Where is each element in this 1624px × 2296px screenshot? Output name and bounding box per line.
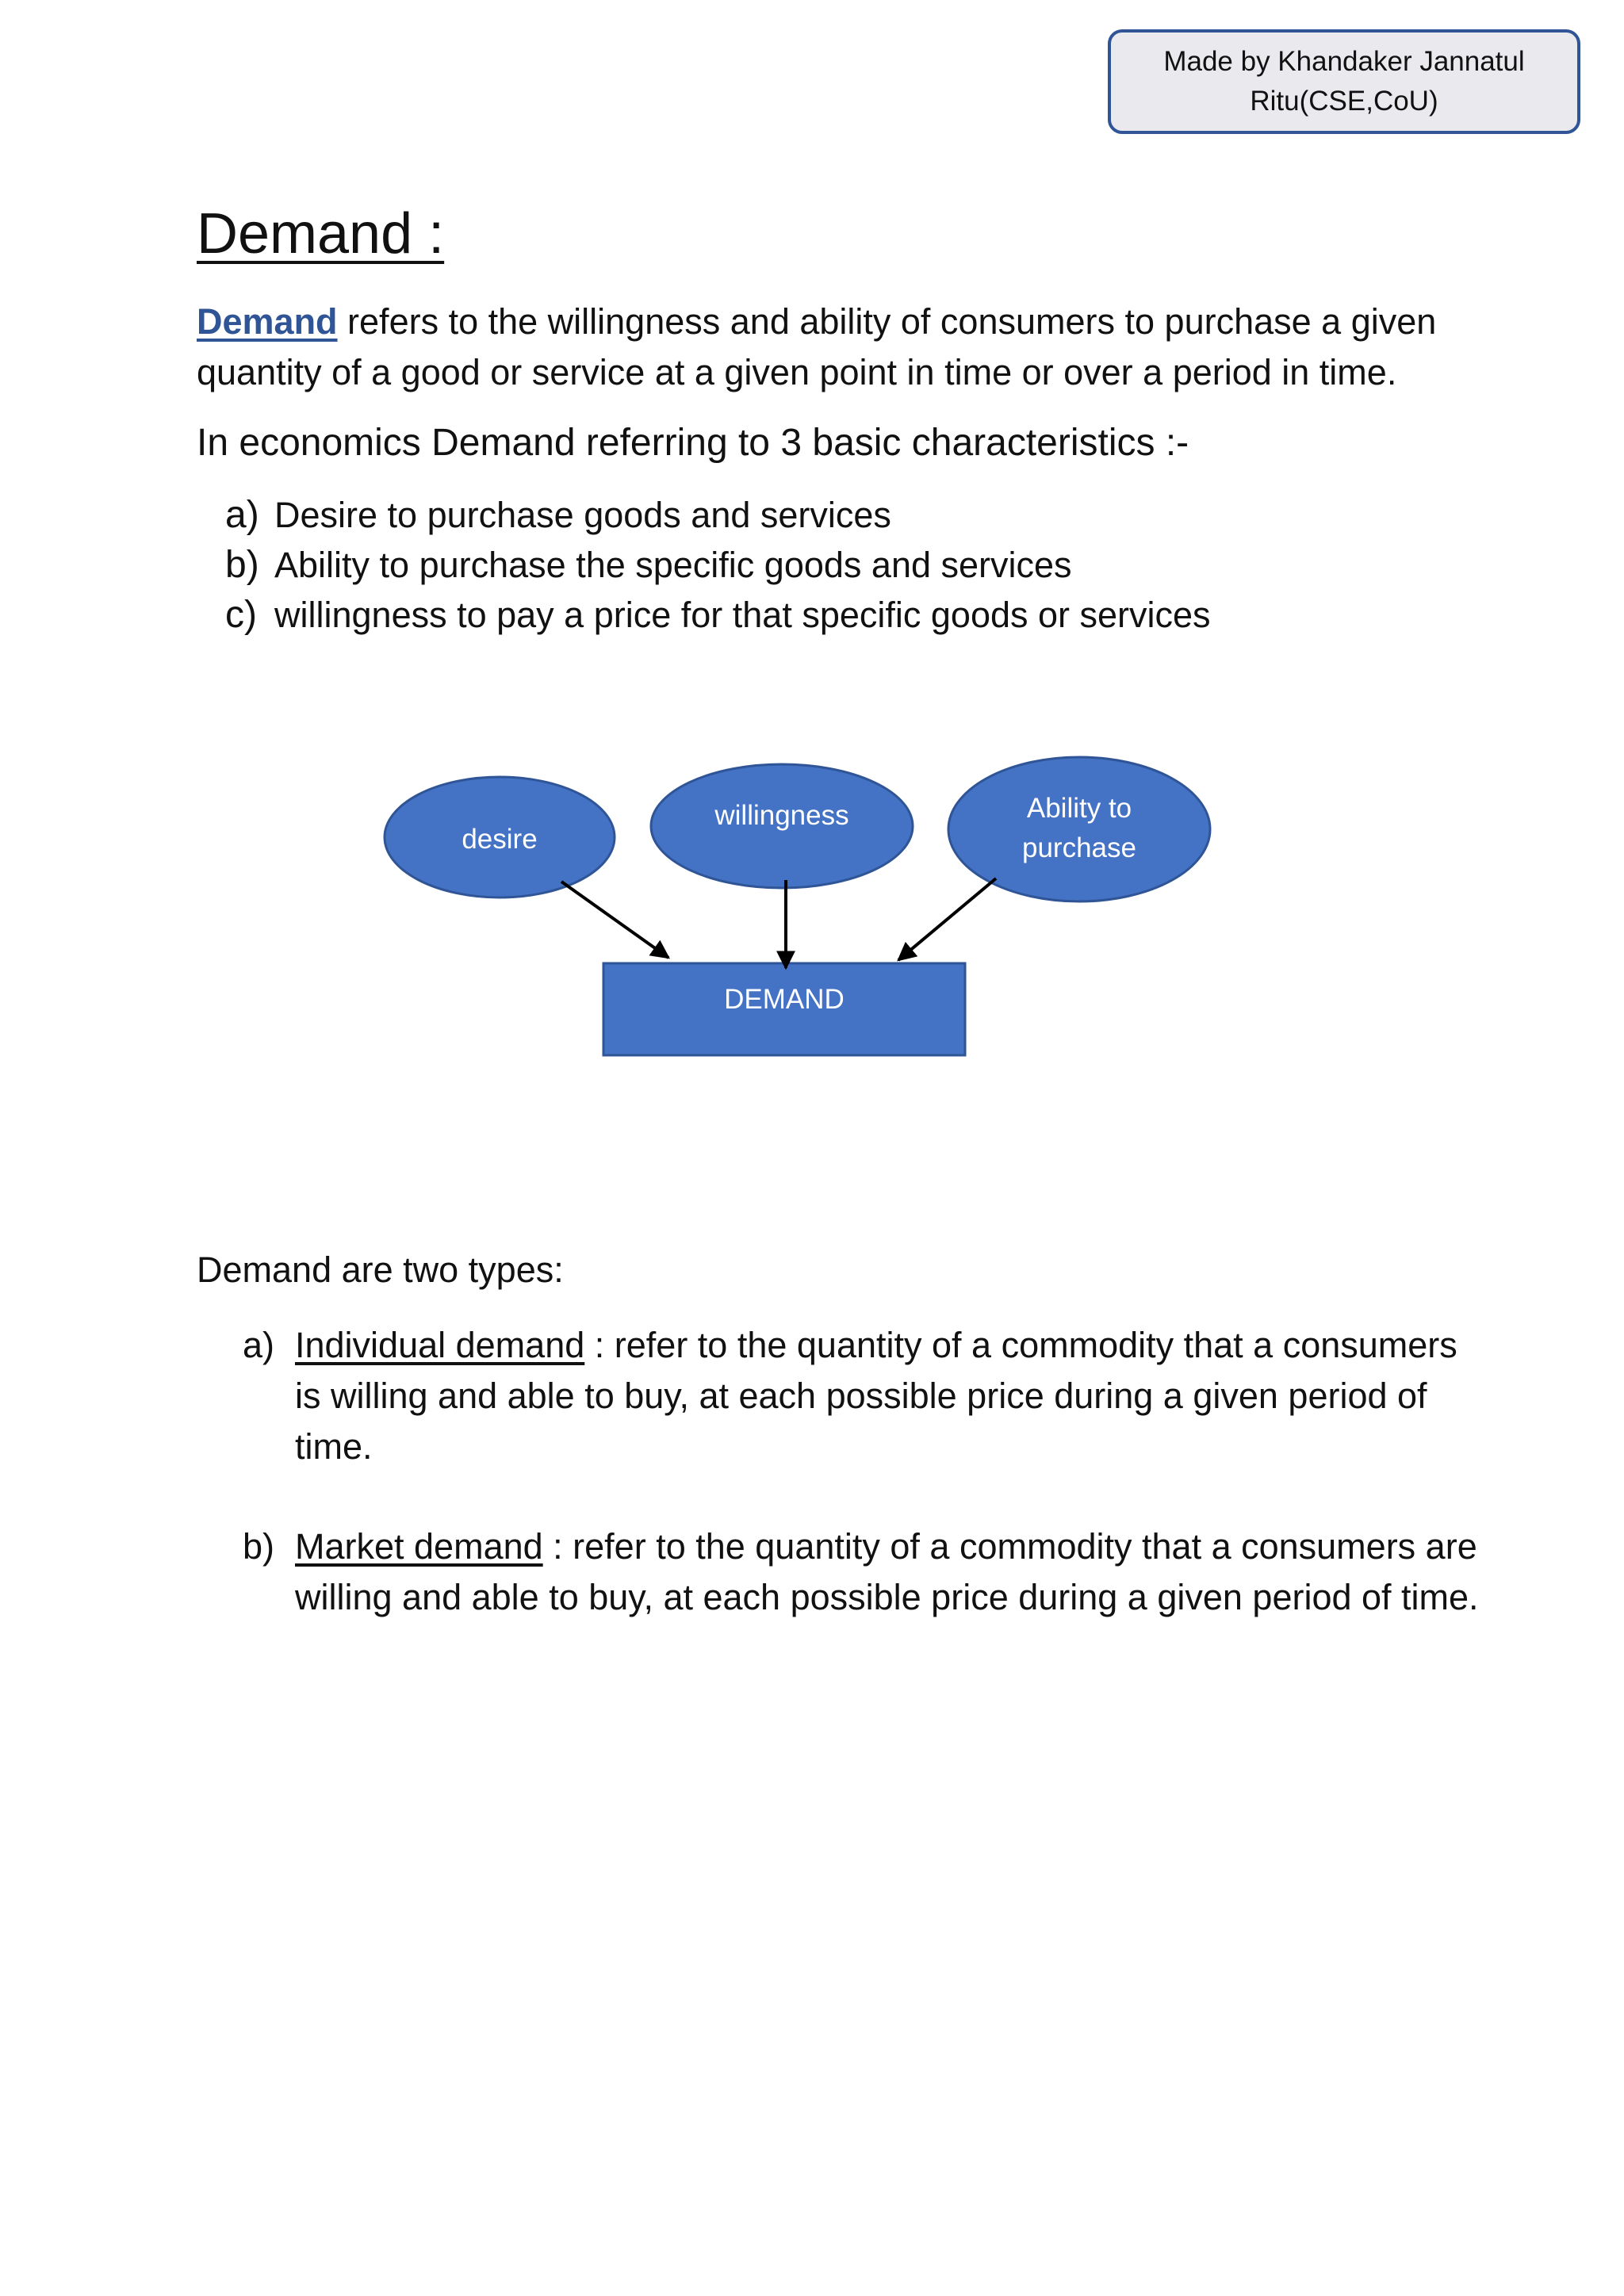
demand-node-label: DEMAND <box>724 984 845 1015</box>
market-demand-term: Market demand <box>295 1526 543 1567</box>
list-marker: b) <box>243 1526 275 1567</box>
credit-line-2: Ritu(CSE,CoU) <box>1250 86 1438 117</box>
ability-label-line-2: purchase <box>1022 832 1136 863</box>
individual-demand-text: : refer to the quantity of a commodity that a consumers is willing and able to buy, at each possible price during a given period of time. <box>295 1325 1457 1467</box>
ability-label-line-1: Ability to <box>1026 793 1132 824</box>
list-marker: b) <box>225 544 259 586</box>
willingness-label: willingness <box>714 800 849 831</box>
demand-types-list <box>243 1320 1480 1472</box>
ability-to-demand-arrow <box>898 878 996 960</box>
demand-types-list <box>243 1521 1480 1623</box>
demand-keyword-link[interactable]: Demand <box>197 301 338 342</box>
list-item <box>243 1320 1480 1472</box>
ability-node <box>948 757 1210 901</box>
list-item-text: willingness to pay a price for that specific goods or services <box>274 595 1211 635</box>
page-title: Demand : <box>197 202 445 266</box>
desire-to-demand-arrow <box>561 882 668 958</box>
list-item-text: Desire to purchase goods and services <box>274 495 891 535</box>
market-demand-text: : refer to the quantity of a commodity that a consumers are willing and able to buy, at each possible price during a given period of time. <box>295 1526 1479 1617</box>
list-marker: a) <box>225 494 259 536</box>
list-marker: a) <box>243 1325 275 1365</box>
list-item-text: Ability to purchase the specific goods and services <box>274 545 1072 585</box>
characteristics-intro: In economics Demand referring to 3 basic characteristics :- <box>197 422 1189 464</box>
individual-demand-term: Individual demand <box>295 1325 585 1365</box>
credit-line-1: Made by Khandaker Jannatul <box>1163 46 1525 77</box>
definition-text: refers to the willingness and ability of consumers to purchase a given quantity of a good or service at a given point in time or over a period in time. <box>197 301 1437 392</box>
desire-label: desire <box>462 824 538 855</box>
list-marker: c) <box>225 594 257 636</box>
types-heading: Demand are two types: <box>197 1249 564 1290</box>
list-item <box>243 1521 1480 1623</box>
